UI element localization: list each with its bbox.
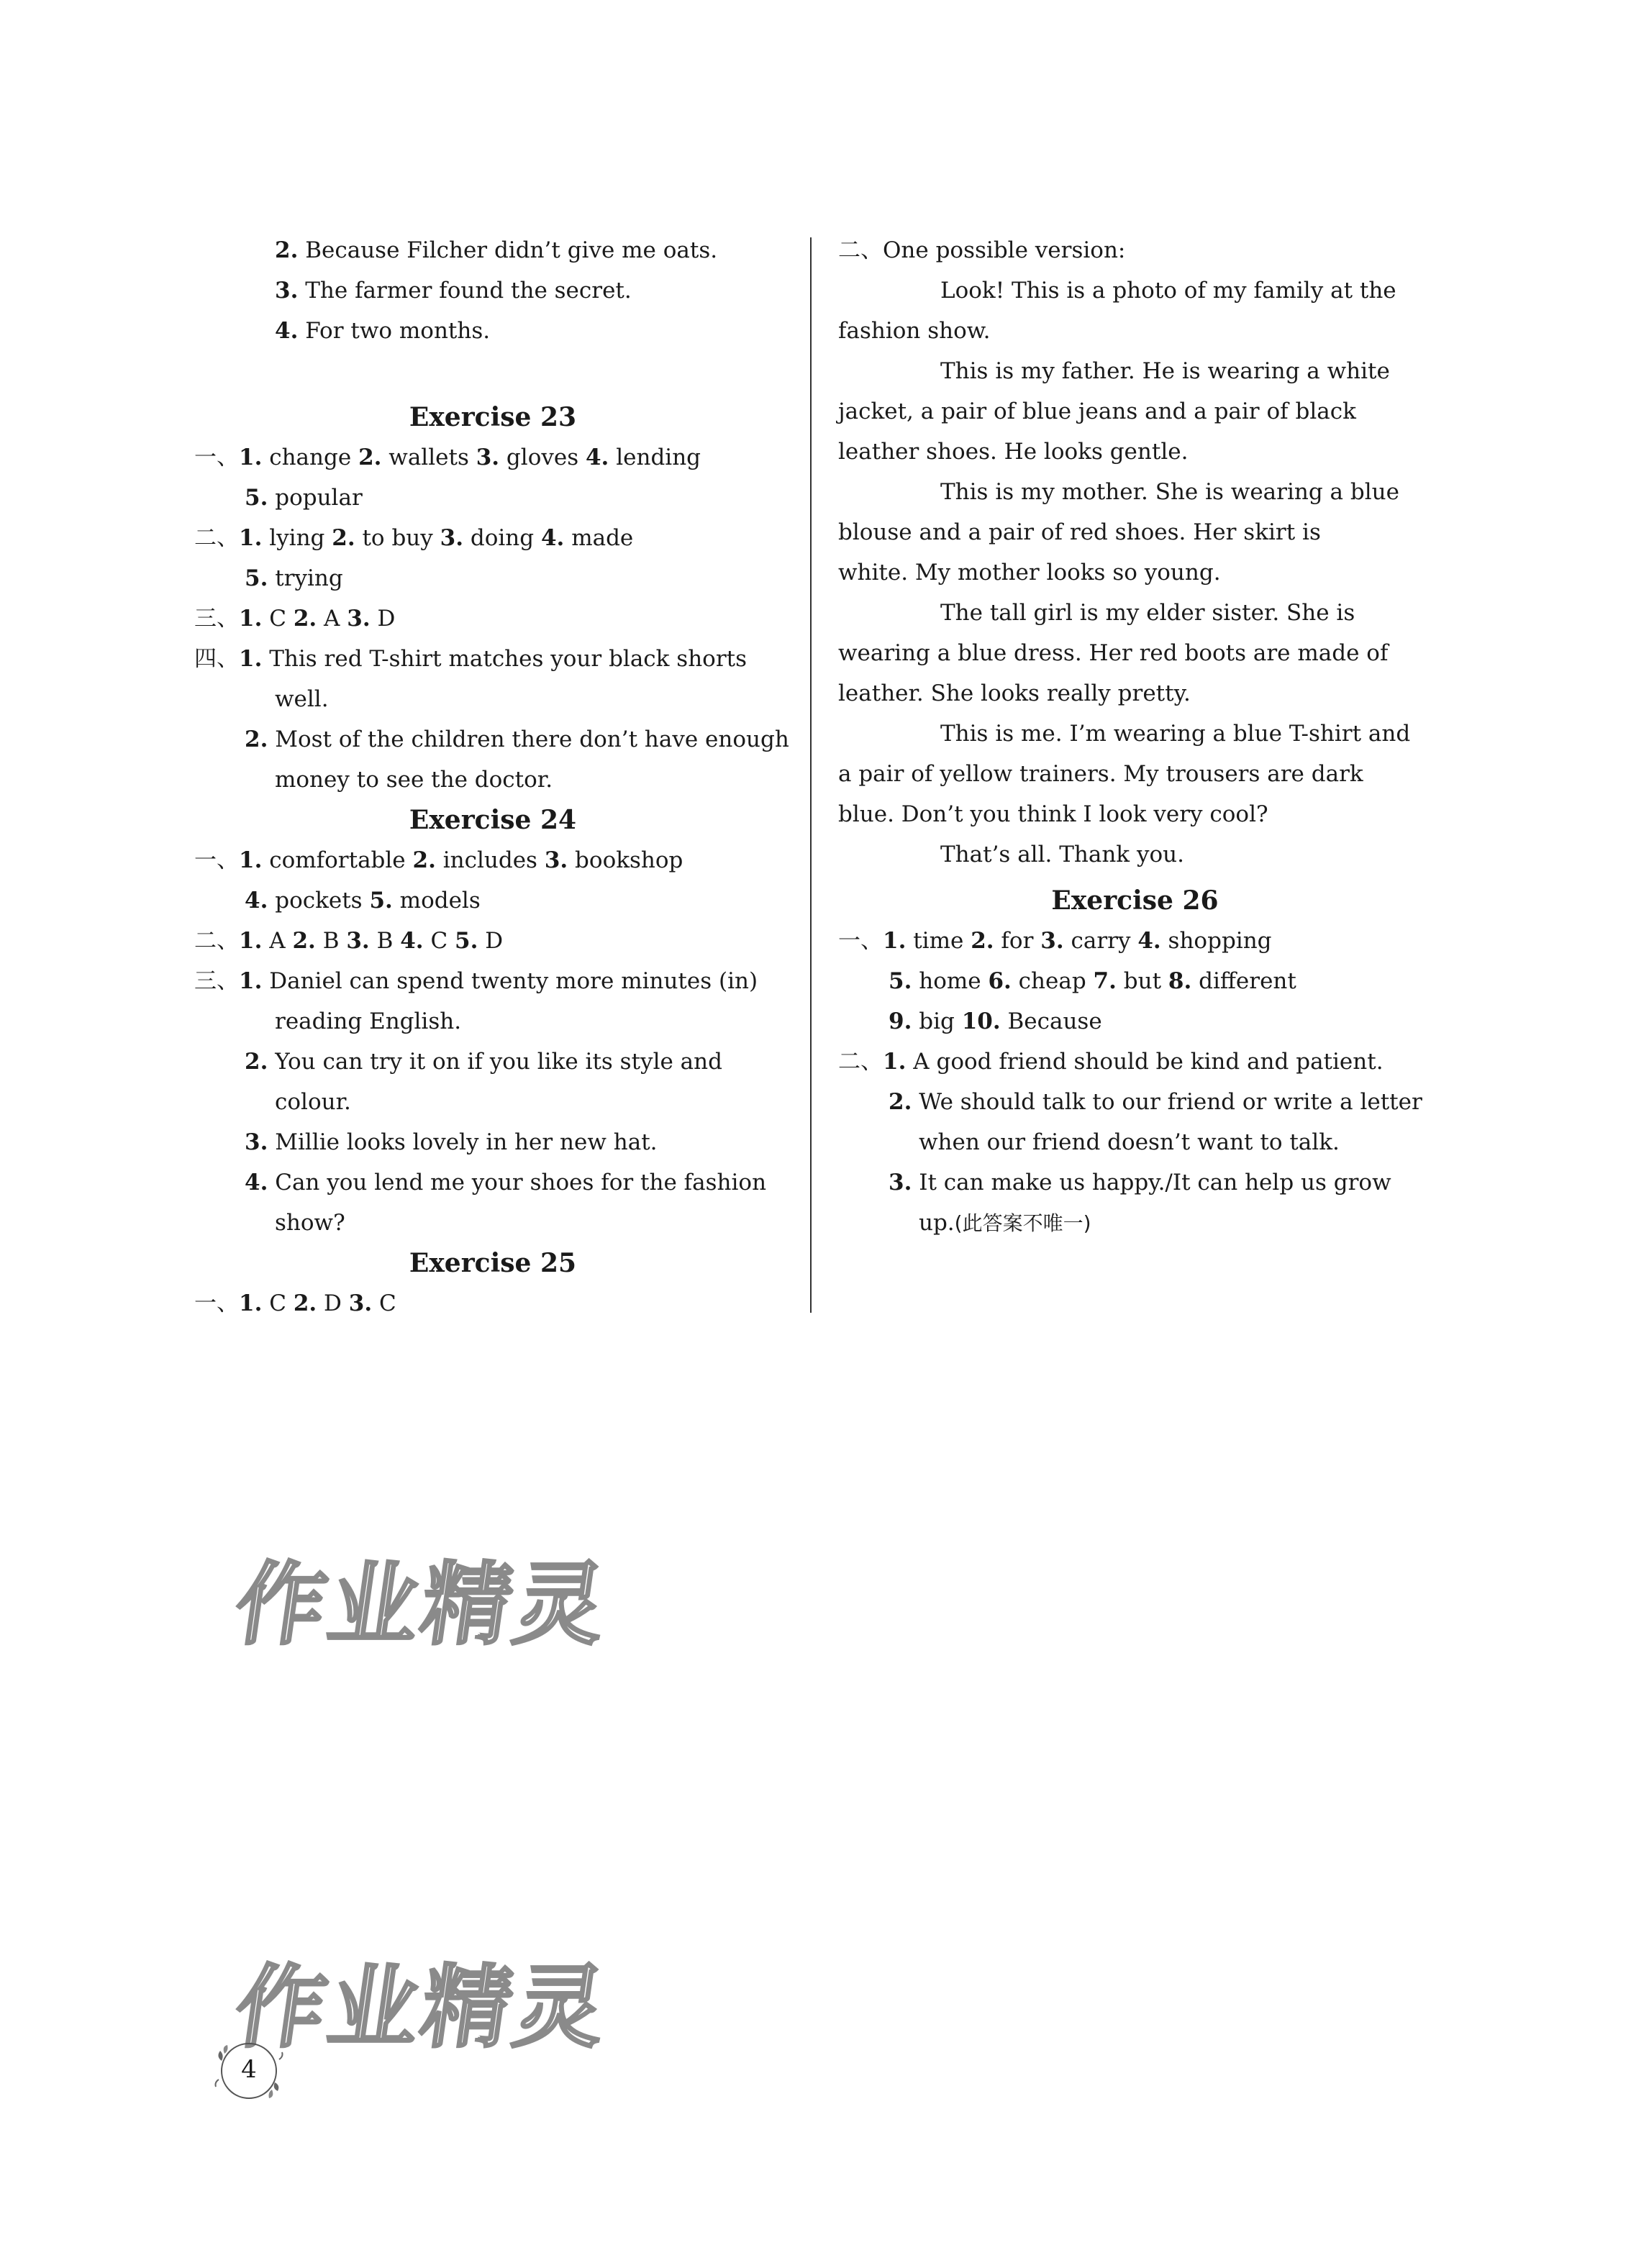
answer-line: show?: [275, 1210, 345, 1236]
essay-line: This is my mother. She is wearing a blue: [940, 479, 1399, 505]
answer-line: 一、1. change 2. wallets 3. gloves 4. lending: [194, 445, 701, 470]
essay-line: The tall girl is my elder sister. She is: [940, 600, 1355, 626]
page-number: 4: [241, 2055, 257, 2084]
answer-line: 二、One possible version:: [838, 237, 1126, 263]
answer-line: 一、1. time 2. for 3. carry 4. shopping: [838, 928, 1272, 954]
essay-line: blouse and a pair of red shoes. Her skirt is: [838, 519, 1321, 545]
answer-line: 2. You can try it on if you like its style and: [245, 1049, 722, 1075]
answer-line: 3. It can make us happy./It can help us grow: [889, 1170, 1391, 1196]
essay-line: a pair of yellow trainers. My trousers are dark: [838, 761, 1363, 787]
watermark: 作业精灵: [229, 1956, 615, 2060]
essay-line: wearing a blue dress. Her red boots are made of: [838, 640, 1389, 666]
essay-line: leather shoes. He looks gentle.: [838, 439, 1189, 465]
answer-line: 2. We should talk to our friend or write a letter: [889, 1089, 1422, 1115]
answer-line: 4. pockets 5. models: [245, 888, 481, 914]
essay-line: Look! This is a photo of my family at the: [940, 278, 1396, 304]
answer-line: 4. Can you lend me your shoes for the fashion: [245, 1170, 767, 1196]
answer-line: 4. For two months.: [275, 318, 491, 344]
answer-line: 二、1. A 2. B 3. B 4. C 5. D: [194, 928, 504, 954]
answer-line: money to see the doctor.: [275, 767, 553, 793]
answer-line: well.: [275, 686, 329, 712]
answer-line: 2. Because Filcher didn’t give me oats.: [275, 237, 718, 263]
answer-line: 四、1. This red T-shirt matches your black shorts: [194, 646, 748, 672]
exercise-26-title: Exercise 26: [1051, 885, 1219, 916]
answer-line: 2. Most of the children there don’t have enough: [245, 727, 789, 752]
answer-line: 二、1. A good friend should be kind and patient.: [838, 1049, 1384, 1075]
watermark: 作业精灵: [229, 1553, 615, 1657]
answer-line: 一、1. comfortable 2. includes 3. bookshop: [194, 847, 683, 873]
answer-line: 三、1. Daniel can spend twenty more minutes (in): [194, 968, 758, 994]
answer-line: 3. The farmer found the secret.: [275, 278, 632, 304]
page-number-badge: [209, 2032, 288, 2111]
answer-line: 三、1. C 2. A 3. D: [194, 606, 396, 632]
essay-line: jacket, a pair of blue jeans and a pair of black: [838, 399, 1356, 424]
essay-line: white. My mother looks so young.: [838, 560, 1221, 586]
essay-line: That’s all. Thank you.: [940, 842, 1184, 867]
answer-line: when our friend doesn’t want to talk.: [919, 1129, 1340, 1155]
essay-line: blue. Don’t you think I look very cool?: [838, 801, 1268, 827]
essay-line: leather. She looks really pretty.: [838, 680, 1191, 706]
exercise-25-title: Exercise 25: [409, 1248, 577, 1278]
answer-line: 二、1. lying 2. to buy 3. doing 4. made: [194, 525, 634, 551]
essay-line: This is my father. He is wearing a white: [940, 358, 1390, 384]
answer-line: reading English.: [275, 1008, 462, 1034]
essay-line: This is me. I’m wearing a blue T-shirt and: [940, 721, 1411, 747]
answer-line: up.(此答案不唯一): [919, 1210, 1091, 1236]
essay-line: fashion show.: [838, 318, 991, 344]
exercise-23-title: Exercise 23: [409, 402, 577, 432]
answer-line: 5. popular: [245, 485, 363, 511]
answer-line: 3. Millie looks lovely in her new hat.: [245, 1129, 658, 1155]
exercise-24-title: Exercise 24: [409, 805, 577, 835]
answer-line: 5. trying: [245, 565, 343, 591]
answer-line: colour.: [275, 1089, 351, 1115]
answer-line: 5. home 6. cheap 7. but 8. different: [889, 968, 1296, 994]
column-divider: [810, 237, 812, 1313]
answer-line: 9. big 10. Because: [889, 1008, 1102, 1034]
answer-line: 一、1. C 2. D 3. C: [194, 1290, 396, 1316]
